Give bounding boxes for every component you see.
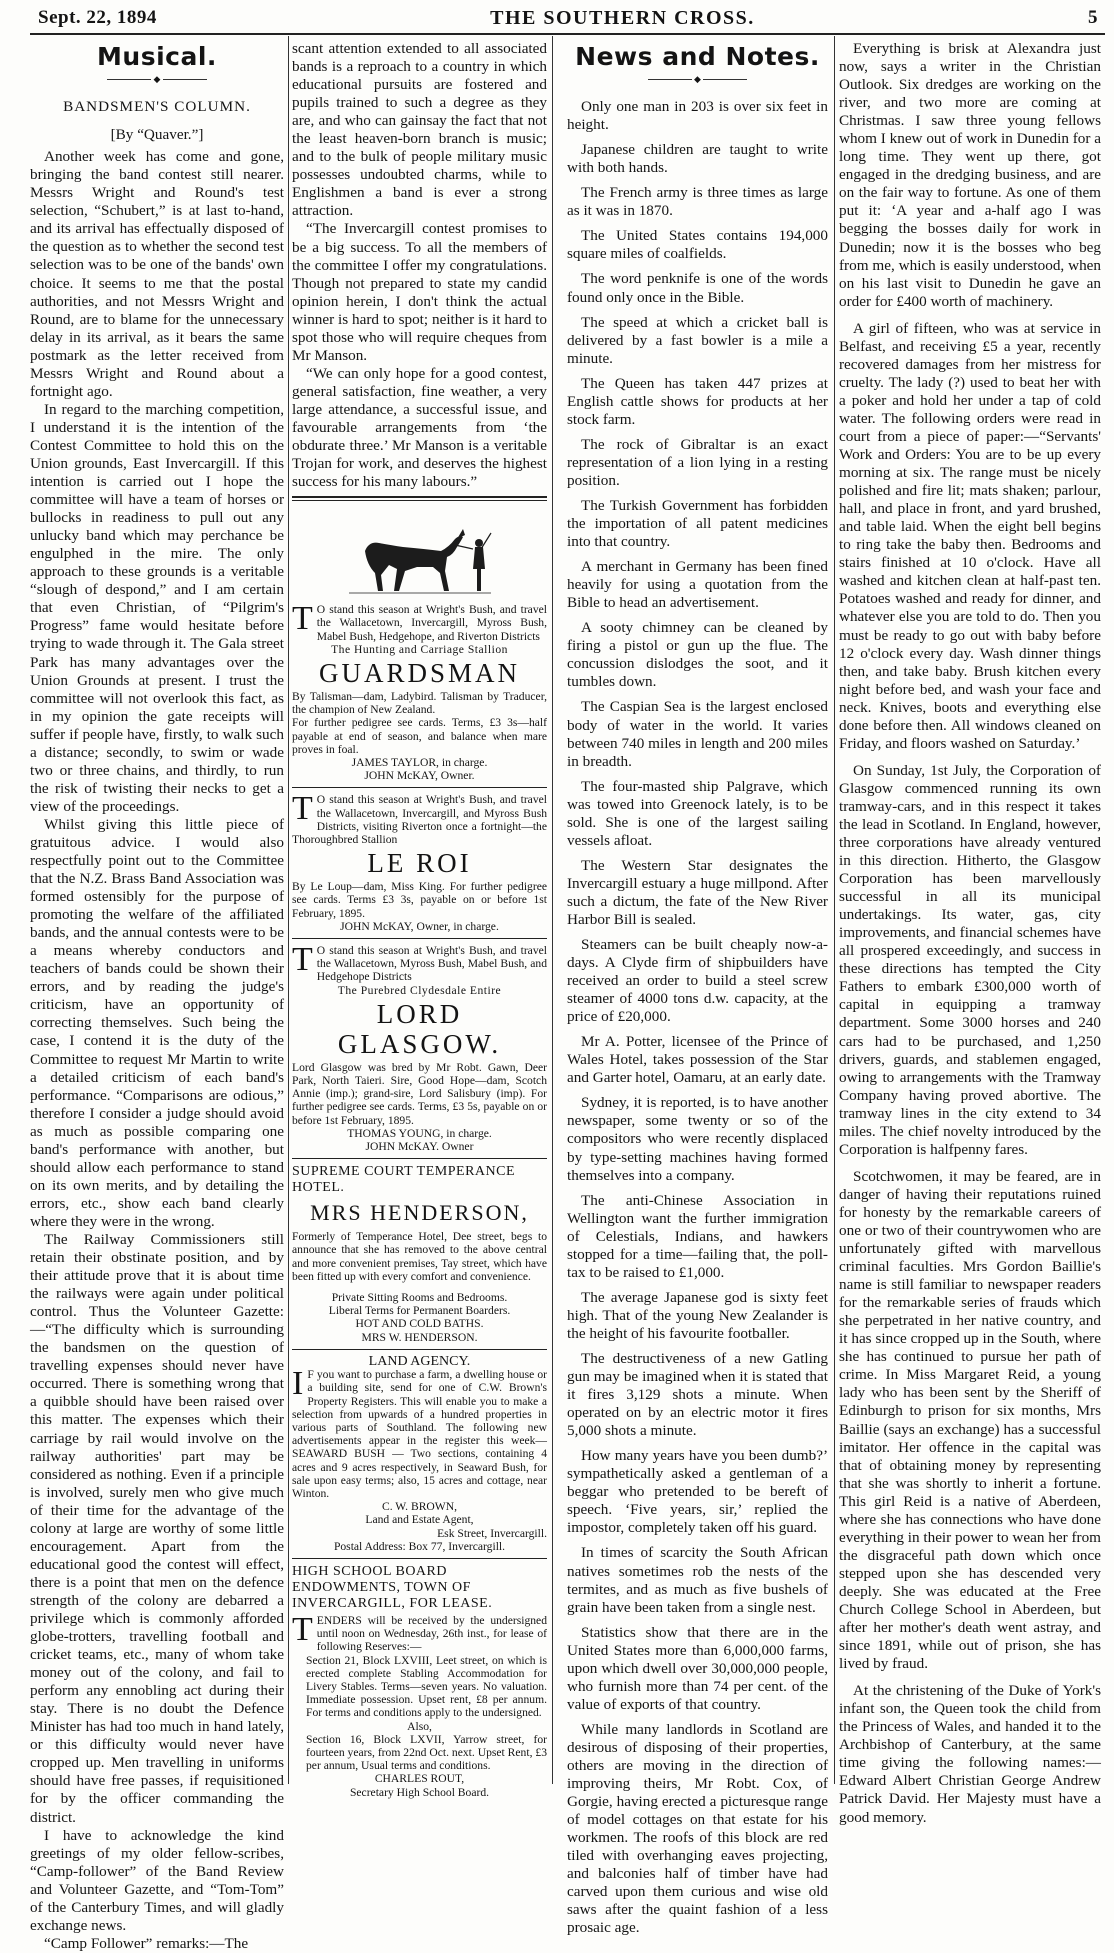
school-lease-signature: CHARLES ROUT,: [374, 1772, 465, 1786]
school-lease-advertisement: [292, 1564, 547, 1799]
ad-rule: [292, 1558, 547, 1559]
news-item: Japanese children are taught to write with both hands.: [567, 141, 828, 177]
issue-date: Sept. 22, 1894: [38, 7, 157, 28]
hotel-description: Formerly of Temperance Hotel, Dee street, begs to announce that she has removed to the above central and more convenient premises, Tay street, which have been fitted up with every comfort and convenience.: [292, 1230, 547, 1283]
hotel-signature: MRS W. HENDERSON.: [361, 1330, 478, 1344]
drop-cap: T: [292, 600, 313, 638]
news-item: Mr A. Potter, licensee of the Prince of Wales Hotel, takes possession of the Star and Garter hotel, Oamaru, at an early date.: [567, 1033, 828, 1087]
horse-engraving: [292, 527, 547, 599]
newspaper-title: THE SOUTHERN CROSS.: [490, 6, 755, 29]
le-roi-intro: O stand this season at Wright's Bush, and travel the Wallacetown, Invercargill, and Myross Bush Districts, visiting Riverton once a fortnight—the Thoroughbred Stallion: [292, 793, 547, 847]
le-roi-signature: JOHN McKAY, Owner, in charge.: [340, 919, 499, 933]
news-item: The rock of Gibraltar is an exact representation of a lion lying in a resting position.: [567, 435, 828, 489]
masthead-rule: [30, 33, 1105, 35]
guardsman-kicker: The Hunting and Carriage Stallion: [331, 642, 508, 656]
advertisements-column: [292, 40, 547, 1799]
news-item: A merchant in Germany has been fined heavily for using a quotation from the Bible to head an advertisement.: [567, 558, 828, 612]
musical-paragraph: I have to acknowledge the kind greetings of my older fellow-scribes, “Camp-follower” of the Band Review and Volunteer Gazette, and “Tom-Tom” of the Canterbury Times, and will gladly exchange news.: [30, 1826, 284, 1934]
news-item: In times of scarcity the South African natives sometimes rob the nests of the termites, and as much as five bushels of grain have been taken from a single nest.: [567, 1544, 828, 1616]
land-agency-title: Land and Estate Agent,: [365, 1513, 474, 1527]
school-lease-heading: HIGH SCHOOL BOARD ENDOWMENTS, TOWN OF INVERCARGILL, FOR LEASE.: [292, 1563, 493, 1611]
news-item: The word penknife is one of the words found only once in the Bible.: [567, 270, 828, 306]
news-continued-item: A girl of fifteen, who was at service in Belfast, and receiving £5 a year, recently recovered damages from her mistress for cruelty. The lady (?) used to beat her with a poker and hold her under a tap of cold water. The following orders were read in court from a piece of paper:—“Servants' Work and Orders: You are to be up every morning at six. The range must be nicely polished and fire lit; mats shaken; parlour, hall, and place in front, and yard brushed, and table laid. When the eight bell begins to ring take the baby then. Bedrooms and stairs finished at 10 o'clock. Have all washed and kitchen clean at half-past ten. Potatoes washed and ready for dinner, and whatever else you are told to do. Then you must be ready to go out with baby before 12 o'clock every day. Wash dinner things then, and take baby. Brush kitchen every night before bed, and wash your face and neck. Knives, boots and everything else done before then. All windows cleaned on Friday, and floors washed on Saturday.’: [839, 319, 1101, 752]
ornament-divider: ◆: [567, 70, 828, 88]
news-item: The Western Star designates the Invercargill estuary a huge millpond. After such a dictum, the fate of the New River Harbor Bill is sealed.: [567, 856, 828, 928]
musical-continued-paragraph: “The Invercargill contest promises to be a big success. To all the members of the committee I offer my congratulations. Though not prepared to state my candid opinion herein, I don't think the actual winner is hard to spot; neither is it hard to spot those who will require cheques from Mr Manson.: [292, 220, 547, 364]
le-roi-advertisement: [292, 790, 547, 933]
drop-cap: T: [292, 790, 313, 828]
news-item: The anti-Chinese Association in Wellington want the further immigration of Celestials, Indians, and hawkers stopped for a time—failing that, the poll-tax to be raised to £1,000.: [567, 1191, 828, 1281]
news-continued-item: Everything is brisk at Alexandra just now, says a writer in the Christian Outlook. Six dredges are working on the river, and two more are coming at Christmas. I saw three young fellows whom I knew out of work in Dunedin for a long time. They went up there, got engaged in the dredging business, and are on the fair way to fortune. As one of them put it: ‘A year and a-half ago I was begging the bosses daily for work in Dunedin; now it is the bosses who beg from me, which is easily understood, when on his last visit to Dunedin he gave an order for £400 worth of machinery.: [839, 40, 1101, 310]
lord-glasgow-intro: O stand this season at Wright's Bush, and travel the Wallacetown, Myross Bush, Mabel Bush, and Hedgehope Districts: [316, 944, 547, 984]
drop-cap: T: [292, 941, 313, 979]
le-roi-name: LE ROI: [367, 848, 472, 879]
news-continued-item: Scotchwomen, it may be feared, are in danger of having their reputations ruined for honesty by the remarkable careers of one or two of their countrywomen who are unfortunately gifted with marvellous criminal faculties. Mrs Gordon Baillie's name is still familiar to newspaper readers for the remarkable series of frauds which she perpetrated in her native country, and it has since cropped up in the South, where she has continued to pursue her path of crime. In Miss Margaret Reid, a young lady who has been sent by the Sheriff of Edinburgh to prison for six months, Mrs Baillie (says an exchange) has a successful imitator. Her offence in the capital was that of obtaining money by representing that she was shortly to inherit a fortune. This girl Reid is a native of Aberdeen, where she has connections who have done everything in their power to wean her from the disgraceful path down which once stepped upon she has descended very deeply. She was educated at the Free Church College School in Aberdeen, but after her mother's death went astray, and since 1891, while out of prison, she has lived by fraud.: [839, 1167, 1101, 1673]
lord-glasgow-signature: THOMAS YOUNG, in charge.: [347, 1126, 492, 1140]
school-lease-title: Secretary High School Board.: [349, 1785, 490, 1799]
news-continued-items: [839, 40, 1101, 1827]
hotel-proprietor-surname: HENDERSON,: [370, 1200, 529, 1226]
ad-rule: [292, 1158, 547, 1159]
musical-continued-paragraph: scant attention extended to all associated bands is a reproach to a country in which educational pursuits are fostered and pupils trained to such a degree as they are, and who can gainsay the fact that not the least heaven-born branch is music; and to the bulk of people military music possesses undoubted charms, while to Englishmen a band is ever a strong attraction.: [292, 40, 547, 220]
guardsman-terms: For further pedigree see cards. Terms, £3 3s—half payable at end of season, and balance when mare proves in foal.: [292, 716, 547, 756]
section-rule: [292, 496, 547, 501]
news-item: The average Japanese god is sixty feet high. That of the young New Zealander is the height of his favourite footballer.: [567, 1288, 828, 1342]
news-item: Steamers can be built cheaply now-a-days. A Clyde firm of shipbuilders have received an order to build a steel screw steamer of 4000 tons d.w. capacity, at the price of £20,000.: [567, 936, 828, 1026]
musical-paragraph: Whilst giving this little piece of gratuitous advice. I would also respectfully point out to the Committee that the N.Z. Brass Band Association was formed ostensibly for the purpose of promoting the welfare of the affiliated bands, and the annual contests were to be a means whereby conductors and teachers of bands could be shown their errors, and by reading the judge's criticism, have an opportunity of correcting themselves. Such being the case, I contend it is the duty of the Committee to request Mr Martin to write a detailed criticism of each band's performance. “Comparisons are odious,” therefore I consider a judge should avoid as much as possible comparing one band's performance with another, but should allow each performance to stand on its own merits, and by detailing the errors, etc., show each band clearly where they were in the wrong.: [30, 815, 284, 1230]
news-item: Sydney, it is reported, is to have another newspaper, some twenty or so of the compositors who were recently displaced by type-setting machines having formed themselves into a company.: [567, 1094, 828, 1184]
hotel-advertisement: [292, 1164, 547, 1344]
guardsman-signature: JAMES TAYLOR, in charge.: [351, 756, 488, 769]
news-item: The four-masted ship Palgrave, which was towed into Greenock lately, is to be sold. She is one of the largest sailing vessels afloat.: [567, 777, 828, 849]
land-agency-body: F you want to purchase a farm, a dwelling house or a building site, send for one of C.W. Brown's Property Registers. This will enable you to make a selection from upwards of a hundred properties in various parts of Southland. The following new advertisements appear in the register this week—SEAWARD BUSH — Two sections, containing 4 acres and 9 acres respectively, in Seaward Bush, for sale upon easy terms; also, 15 acres and cottage, near Winton.: [292, 1368, 547, 1500]
school-lease-item: Section 21, Block LXVIII, Leet street, on which is erected complete Stabling Accommodation for Livery Stables. Terms—seven years. No valuation. Immediate possession. Upset rent, £8 per annum. For terms and conditions apply to the undersigned.: [306, 1653, 547, 1720]
guardsman-intro: O stand this season at Wright's Bush, and travel the Wallacetown, Invercargill, Myross Bush, Mabel Bush, Hedgehope, and Riverton Districts: [316, 603, 547, 643]
guardsman-name: GUARDSMAN: [318, 657, 521, 688]
lord-glasgow-kicker: The Purebred Clydesdale Entire: [337, 983, 502, 997]
ad-rule: [292, 1349, 547, 1350]
hotel-heading: SUPREME COURT TEMPERANCE HOTEL.: [292, 1164, 516, 1196]
land-agency-postal: Postal Address: Box 77, Invercargill.: [333, 1539, 506, 1553]
musical-continued-paragraph: “We can only hope for a good contest, general satisfaction, fine weather, a very large attendance, a successful issue, and favourable arrangements from ‘the obdurate three.’ Mr Manson is a veritable Trojan for work, and deserves the highest success for his many labours.”: [292, 364, 547, 491]
le-roi-pedigree: By Le Loup—dam, Miss King. For further pedigree see cards. Terms £3 3s, payable on or before 1st February, 1895.: [292, 880, 547, 920]
news-item: While many landlords in Scotland are desirous of disposing of their properties, others are moving in the direction of improving theirs, Mr Robt. Cox, of Gorgie, having erected a picturesque range of model cottages on that estate for his workmen. The roofs of this block are red tiled with overhanging eaves projecting, and balconies half of timber have had carved upon them curious and wise old saws after the quaint fashion of a less prosaic age.: [567, 1720, 828, 1937]
lord-glasgow-advertisement: [292, 941, 547, 1154]
news-item: How many years have you been dumb?’ sympathetically asked a gentleman of a beggar who pretended to be bereft of speech. ‘Five years, sir,’ replied the impostor, completely taken off his guard.: [567, 1447, 828, 1537]
school-lease-also: Also,: [407, 1719, 432, 1733]
news-continued-item: At the christening of the Duke of York's infant son, the Queen took the child from the Princess of Wales, and handed it to the Archbishop of Canterbury, at the same time giving the following names:—Edward Albert Christian George Andrew Patrick David. Her Majesty must have a good memory.: [839, 1682, 1101, 1826]
ad-rule: [292, 938, 547, 939]
musical-paragraph: The Railway Commissioners still retain their obstinate position, and by their attitude prove that it is about time the railways were again under political control. Thus the Volunteer Gazette:—“The difficulty which is surrounding the bandsmen on the question of travelling expenses should never have occurred. There is something wrong that a quibble should have been raised over this matter. The expenses which their carriage by rail would involve on the railway authorities' part may be considered as nothing. Even if a principle is involved, surely men who give much of their time for the advantage of the colony at large are worthy of some little encouragement. Apart from the educational good the contest will effect, there is a point that men on the defence strength of the colony are debarred a privilege which is commonly afforded globe-trotters, travelling football and cricket teams, etc., many of whom take money out of the colony, and fail to perform any ennobling act during their stay. There is no doubt the Defence Minister has had too much in hand lately, or this difficulty would never have cropped up. Men travelling in uniforms should have free passes, if requisitioned for by the officer commanding the district.: [30, 1231, 284, 1826]
musical-subhead: BANDSMEN'S COLUMN.: [63, 98, 251, 116]
musical-paragraph: In regard to the marching competition, I understand it is the intention of the Contest Committee to hold this on the Union grounds, East Invercargill. If this intention is carried out I hope the committee will have a team of horses or bullocks in readiness to pull out any unlucky band which may perchance be engulphed in the mire. The only approach to these grounds is a veritable “slough of despond,” and I am certain that even Christian, of “Pilgrim's Progress” fame would hesitate before trying to wade through it. The Gala street Park has many advantages over the Union Grounds at present. I trust the committee will not overlook this fact, as in my opinion the gate receipts will suffer if people have, firstly, to walk such a distance; secondly, to swim or wade two or three chains, and thirdly, to run the risk of twisting their necks to get a view of the proceedings.: [30, 400, 284, 815]
column-rule: [288, 36, 289, 1784]
guardsman-advertisement: [292, 600, 547, 783]
column-rule: [552, 36, 553, 1784]
musical-title: Musical.: [97, 42, 217, 71]
lord-glasgow-name: LORD GLASGOW.: [337, 998, 502, 1059]
hotel-proprietor: [292, 1200, 547, 1226]
horse-and-groom-icon: [345, 527, 495, 599]
masthead: [38, 6, 1098, 30]
news-title: News and Notes.: [575, 42, 820, 71]
drop-cap: T: [292, 1610, 313, 1648]
column-rule: [834, 36, 835, 1784]
land-agency-signature: C. W. BROWN,: [381, 1500, 458, 1514]
guardsman-owner: JOHN McKAY, Owner.: [364, 769, 475, 783]
hotel-baths: HOT AND COLD BATHS.: [355, 1317, 484, 1331]
ad-rule: [292, 787, 547, 788]
land-agency-address: Esk Street, Invercargill.: [437, 1526, 547, 1540]
news-item: Only one man in 203 is over six feet in height.: [567, 98, 828, 134]
hotel-terms: Liberal Terms for Permanent Boarders.: [328, 1304, 511, 1318]
land-agency-heading: LAND AGENCY.: [368, 1353, 471, 1369]
news-item: The United States contains 194,000 square miles of coalfields.: [567, 227, 828, 263]
ornament-divider: ◆: [30, 70, 284, 88]
news-continued-item: On Sunday, 1st July, the Corporation of Glasgow commenced running its own tramway-cars, and in this respect it takes the lead in Scotland. In England, however, three corporations have already ventured in this direction. Hitherto, the Glasgow Corporation has been marvellously successful in all its municipal undertakings. Its water, gas, city improvements, and financial schemes have all prospered exceedingly, and success in these directions has tempted the City Fathers to embark £300,000 worth of capital in equipping a tramway department. Some 3000 horses and 240 cars had to be purchased, and 1,250 drivers, guards, and stablemen engaged, owing to arrangements with the Tramway Company having proved abortive. The tramway lines in the city extend to 34 miles. The chief novelty introduced by the Corporation is halfpenny fares.: [839, 761, 1101, 1158]
news-continued-column: [839, 40, 1101, 1826]
news-item: The Turkish Government has forbidden the importation of all patent medicines into that country.: [567, 496, 828, 551]
news-item: The speed at which a cricket ball is delivered by a fast bowler is a mile a minute.: [567, 313, 828, 367]
land-agency-advertisement: [292, 1355, 547, 1553]
guardsman-pedigree: By Talisman—dam, Ladybird. Talisman by Traducer, the champion of New Zealand.: [292, 689, 547, 717]
musical-paragraph: Another week has come and gone, bringing the band contest still nearer. Messrs Wright and Round's test selection, “Schubert,” is at last to-hand, and its arrival has effectually disposed of the question as to whether the second test selection was to be one of the bands' own choice. It seems to me that the postal authorities, and not Messrs Wright and Round, are to blame for the unnecessary delay in its arrival, as it bears the same postmark as the letter received from Messrs Wright and Round about a fortnight ago.: [30, 148, 284, 400]
musical-column: [30, 40, 284, 1952]
musical-byline: [By “Quaver.”]: [110, 126, 204, 144]
news-item: The destructiveness of a new Gatling gun may be imagined when it is stated that it fires 3,129 shots a minute. When operated on by an electric motor it fires 5,000 shots a minute.: [567, 1350, 828, 1440]
news-item: Statistics show that there are in the United States more than 6,000,000 farms, upon which dwell over 30,000,000 people, who furnish more than 74 per cent. of the value of exports of that country.: [567, 1623, 828, 1713]
news-item: A sooty chimney can be cleaned by firing a pistol or gun up the flue. The concussion dislodges the soot, and it tumbles down.: [567, 619, 828, 691]
news-item: The French army is three times as large as it was in 1870.: [567, 184, 828, 220]
page-number: 5: [1087, 7, 1098, 28]
musical-paragraph: “Camp Follower” remarks:—The: [44, 1934, 249, 1952]
school-lease-item: Section 16, Block LXVII, Yarrow street, for fourteen years, from 22nd Oct. next. Upset Rent, £3 per annum, Usual terms and conditions.: [306, 1732, 547, 1773]
lord-glasgow-pedigree: Lord Glasgow was bred by Mr Robt. Gawn, Deer Park, North Taieri. Sire, Good Hope—dam, Scotch Annie (imp.); grand-sire, Lord Salisbury (imp). For further pedigree see cards. Terms, £3 5s, payable on or before 1st February, 1895.: [292, 1060, 547, 1127]
news-item: The Queen has taken 447 prizes at English cattle shows for products at her stock farm.: [567, 374, 828, 428]
hotel-rooms: Private Sitting Rooms and Bedrooms.: [331, 1291, 508, 1305]
hotel-proprietor-title: MRS: [310, 1200, 363, 1226]
school-lease-body: ENDERS will be received by the undersigned until noon on Wednesday, 26th inst., for lease of following Reserves:—: [316, 1613, 547, 1654]
news-item: The Caspian Sea is the largest enclosed body of water in the world. It varies between 740 miles in length and 200 miles in breadth.: [567, 698, 828, 770]
lord-glasgow-owner: JOHN McKAY. Owner: [365, 1140, 474, 1154]
news-items: [567, 98, 828, 1937]
drop-cap: I: [292, 1365, 304, 1403]
news-column: [567, 40, 828, 1937]
